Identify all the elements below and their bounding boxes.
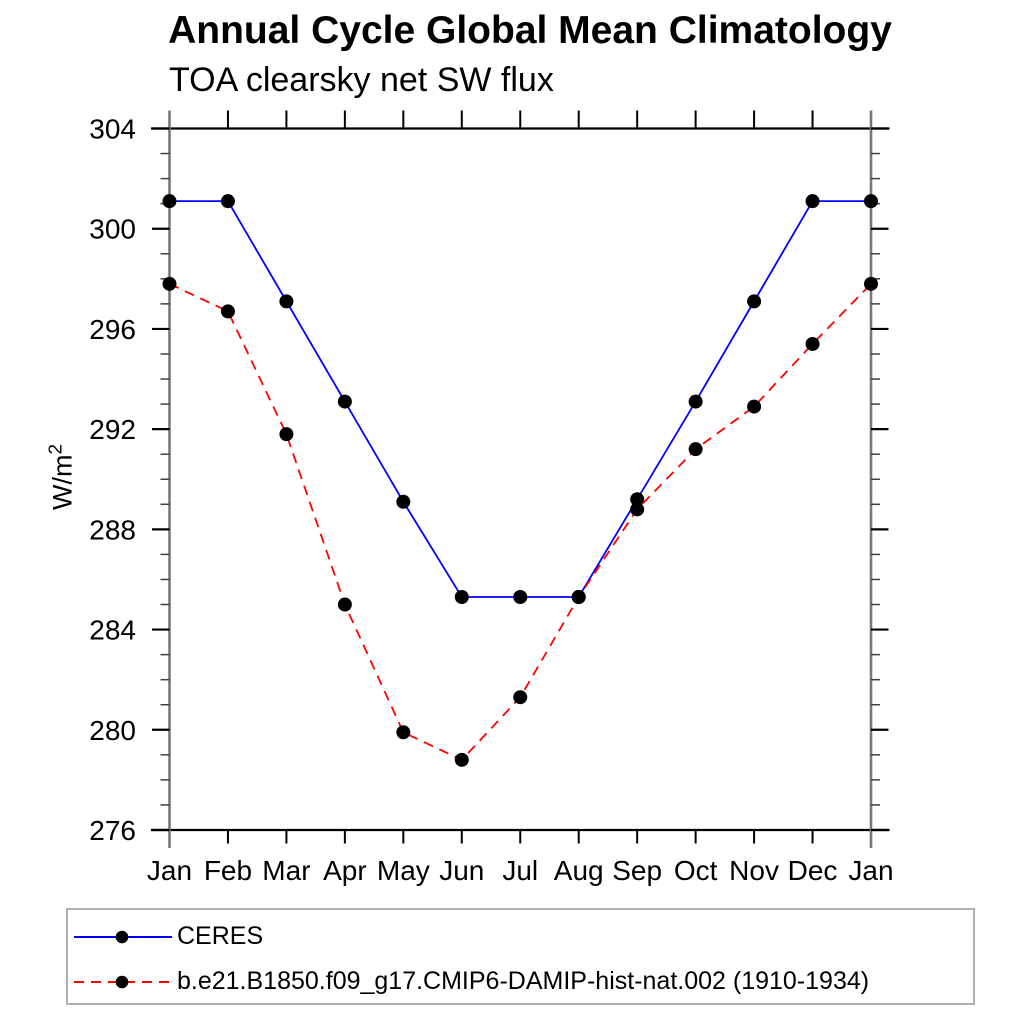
y-axis-tick-labels [89, 114, 136, 847]
y-axis-label-text: W/m [47, 454, 78, 510]
y-tick-label: 300 [89, 213, 136, 245]
x-tick-label: Jul [502, 855, 539, 886]
legend [66, 908, 975, 1005]
x-tick-label: May [376, 855, 430, 886]
data-point [572, 590, 586, 604]
y-tick-label: 288 [89, 514, 136, 546]
chart-title: Annual Cycle Global Mean Climatology [168, 9, 892, 52]
y-tick-label: 304 [89, 113, 136, 145]
axis-frame [151, 111, 890, 849]
data-point [163, 277, 177, 291]
y-tick-label: 276 [89, 815, 136, 846]
data-point [221, 304, 235, 318]
data-point [338, 395, 352, 409]
data-point [864, 277, 878, 291]
data-point [806, 194, 820, 208]
x-tick-label: Apr [323, 855, 367, 886]
legend-label-model: b.e21.B1850.f09_g17.CMIP6-DAMIP-hist-nat.002 (1910-1934) [177, 967, 870, 995]
data-point [864, 194, 878, 208]
data-point [163, 194, 177, 208]
data-point [221, 194, 235, 208]
data-point [396, 725, 410, 739]
data-point [396, 495, 410, 509]
legend-marker-dot-icon [116, 930, 129, 943]
x-tick-label: Sep [612, 855, 663, 886]
legend-item-model [74, 959, 973, 1004]
data-point [279, 294, 293, 308]
y-tick-label: 292 [89, 414, 136, 446]
x-axis-tick-labels [147, 855, 894, 886]
x-tick-label: Mar [262, 855, 311, 886]
chart-subtitle: TOA clearsky net SW flux [169, 61, 554, 99]
x-tick-label: Oct [673, 855, 718, 886]
x-tick-label: Nov [729, 855, 779, 886]
x-tick-label: Jan [146, 855, 193, 886]
legend-item-ceres [74, 914, 973, 959]
data-point [513, 590, 527, 604]
x-tick-label: Jan [848, 855, 894, 886]
y-axis-ticks [152, 129, 889, 831]
data-point [747, 294, 761, 308]
y-tick-label: 284 [89, 614, 136, 646]
legend-dashed-line-icon [74, 972, 172, 992]
legend-label-ceres: CERES [177, 922, 264, 950]
y-tick-label: 280 [89, 714, 136, 746]
data-point [630, 502, 644, 516]
data-point [806, 337, 820, 351]
series-line [170, 284, 872, 760]
legend-marker-dot-icon [116, 975, 129, 988]
series-model [163, 277, 879, 767]
data-point [513, 690, 527, 704]
data-point [747, 400, 761, 414]
x-tick-label: Feb [203, 855, 253, 886]
x-axis-ticks [228, 111, 813, 844]
legend-solid-line-icon [74, 927, 172, 947]
x-tick-label: Aug [553, 855, 604, 886]
x-tick-label: Dec [787, 855, 838, 886]
data-point [689, 442, 703, 456]
y-axis-label-exponent: 2 [45, 444, 67, 455]
data-point [455, 753, 469, 767]
data-point [279, 427, 293, 441]
y-axis-minor-ticks [161, 154, 881, 805]
series-line [170, 201, 872, 597]
data-point [689, 395, 703, 409]
x-tick-label: Jun [439, 855, 485, 886]
data-point [455, 590, 469, 604]
data-point [338, 598, 352, 612]
y-tick-label: 296 [89, 313, 136, 345]
